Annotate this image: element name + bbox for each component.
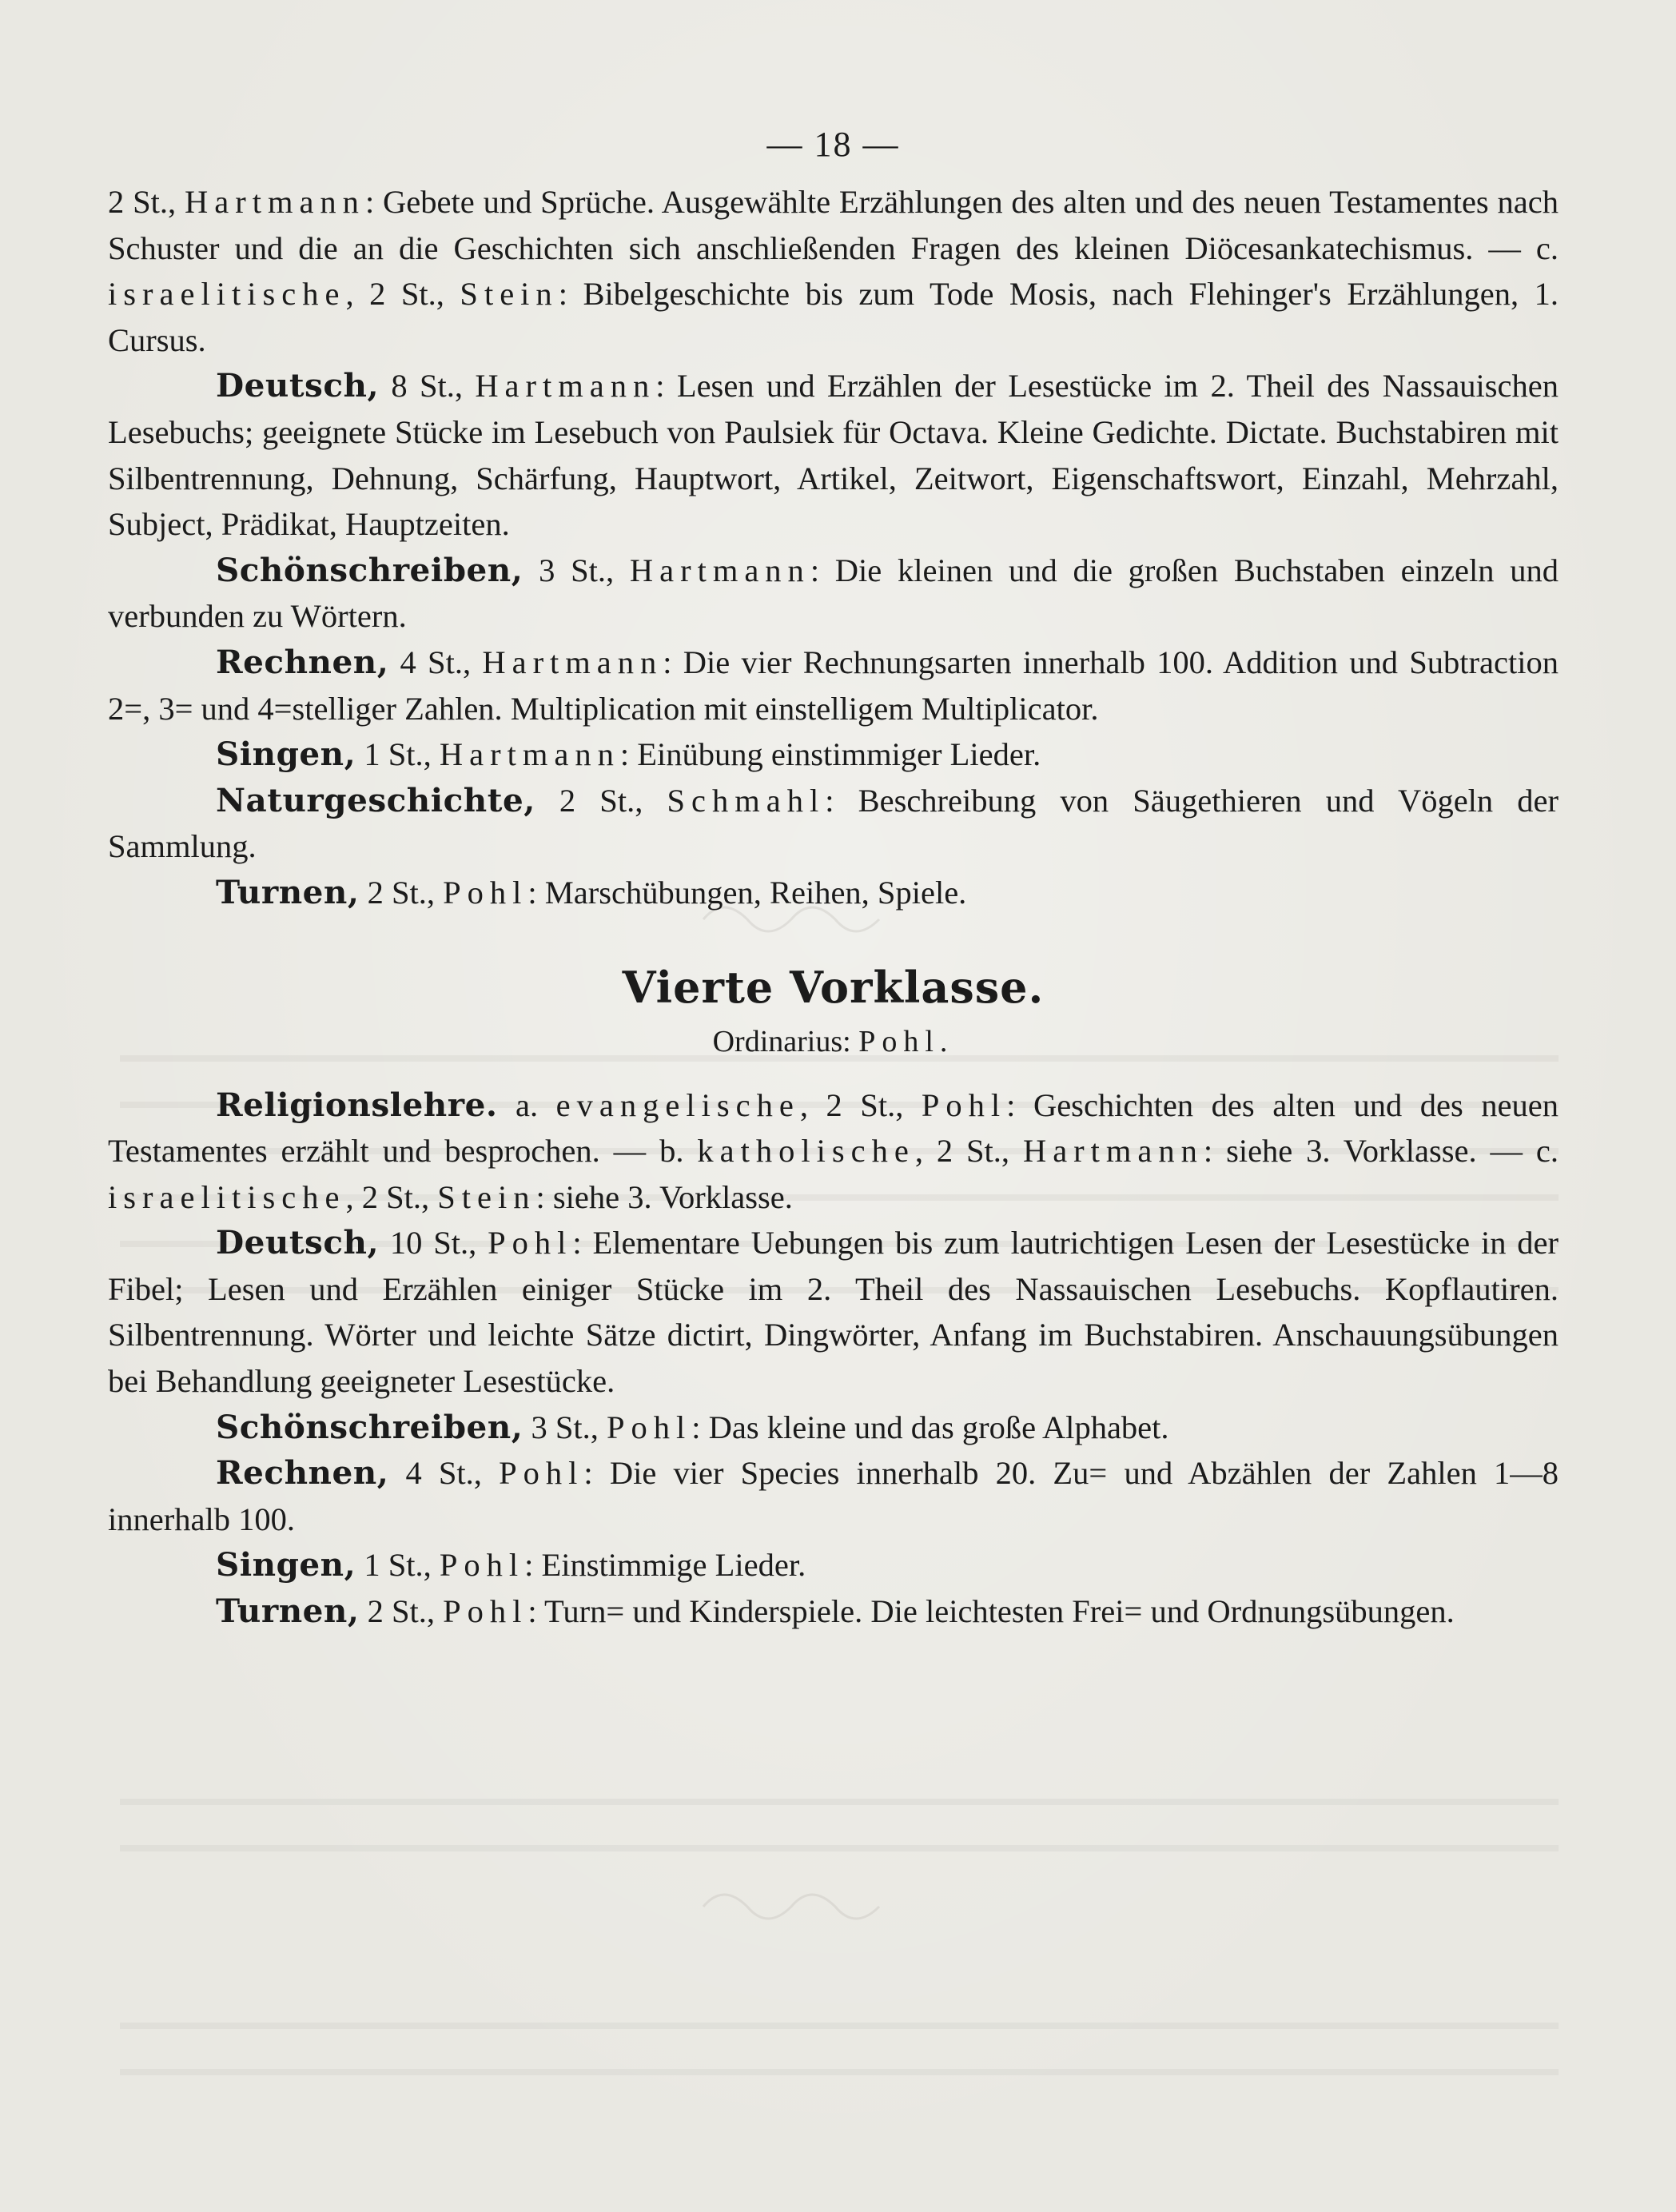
teacher-name: Hartmann <box>482 644 663 680</box>
confession-label: katholische <box>697 1133 915 1170</box>
subject-heading: Rechnen, <box>216 1453 389 1493</box>
subject-heading: Singen, <box>216 1545 356 1584</box>
subject-hours: 2 St., <box>359 874 444 911</box>
teacher-name: Pohl <box>488 1225 573 1261</box>
deutsch-paragraph <box>108 1220 1559 1404</box>
teacher-name: Hartmann <box>629 552 810 588</box>
turnen-paragraph <box>108 870 1559 916</box>
paragraph-text: : Bibelgeschichte bis zum Tode Mosis, nach Flehinger's Erzählungen, 1. Cursus. <box>108 276 1559 358</box>
subject-heading: Singen, <box>216 735 356 774</box>
teacher-name: Stein <box>437 1178 536 1215</box>
paragraph-text: : Einstimmige Lieder. <box>524 1547 806 1584</box>
paragraph-text: : Geschichten des alten und des neuen Testamentes erzählt und besprochen. — b. <box>108 1086 1559 1170</box>
schoenschreiben-paragraph <box>108 1405 1559 1451</box>
paragraph-text: : Die vier Species innerhalb 20. Zu= und Abzählen der Zahlen 1—8 innerhalb 100. <box>108 1455 1559 1537</box>
paragraph-text: : Die vier Rechnungsarten innerhalb 100. Addition und Subtraction 2=, 3= und 4=stelliger Zahlen. Multiplication mit einstelligem Multiplicator. <box>108 644 1559 727</box>
page-content <box>108 120 1559 1635</box>
teacher-name: Schmahl <box>667 782 826 819</box>
paragraph-text: : Einübung einstimmiger Lieder. <box>619 736 1041 773</box>
deutsch-paragraph <box>108 363 1559 547</box>
teacher-name: Hartmann <box>439 736 620 773</box>
rechnen-paragraph <box>108 1450 1559 1542</box>
teacher-name: Pohl <box>921 1086 1007 1123</box>
ordinarius-line <box>108 1017 1559 1066</box>
teacher-name: Pohl <box>607 1409 692 1445</box>
subject-heading: Turnen, <box>216 872 360 911</box>
ordinarius-label: Ordinarius: <box>712 1024 859 1058</box>
teacher-name: Pohl <box>499 1455 584 1492</box>
paragraph-text: : Gebete und Sprüche. Ausgewählte Erzählungen des alten und des neuen Testamentes nach Schuster und die an die Geschichten sich anschließenden Fragen des kleinen Diöcesankatechismus. — c. <box>108 184 1559 266</box>
religion-hours: 2 St., <box>108 184 185 220</box>
turnen-paragraph <box>108 1588 1559 1635</box>
subject-hours: 3 St., <box>523 552 630 588</box>
page-number: — 18 — <box>766 125 900 164</box>
singen-paragraph <box>108 1542 1559 1588</box>
paragraph-text: , 2 St., <box>914 1133 1023 1170</box>
subject-hours: 2 St., <box>359 1593 444 1630</box>
paragraph-text: : Turn= und Kinderspiele. Die leichtesten Frei= und Ordnungsübungen. <box>527 1593 1455 1630</box>
subject-hours: 1 St., <box>356 1547 440 1584</box>
teacher-name: Pohl <box>439 1547 525 1584</box>
subject-heading: Naturgeschichte, <box>216 780 535 819</box>
religion-continued-paragraph <box>108 179 1559 363</box>
paragraph-text: : siehe 3. Vorklasse. <box>535 1178 793 1215</box>
subject-heading: Deutsch, <box>216 366 380 405</box>
paragraph-text: : Das kleine und das große Alphabet. <box>691 1409 1169 1445</box>
section-title: Vierte Vorklasse. <box>622 961 1045 1013</box>
confession-label: israelitische <box>108 1178 346 1215</box>
subject-hours: 3 St., <box>523 1409 607 1445</box>
teacher-name: Hartmann <box>1022 1133 1204 1170</box>
singen-paragraph <box>108 731 1559 778</box>
teacher-name: Pohl <box>443 1593 528 1630</box>
paragraph-text: : Beschreibung von Säugethieren und Vögeln der Sammlung. <box>108 782 1559 865</box>
subject-hours: 4 St., <box>388 1455 500 1492</box>
subject-heading: Turnen, <box>216 1592 360 1631</box>
paragraph-text: : Lesen und Erzählen der Lesestücke im 2. Theil des Nassauischen Lesebuchs; geeignete Stücke im Lesebuch von Paulsiek für Octava. Kleine Gedichte. Dictate. Buchstabiren mit Silbentrennung, Dehnung, Schärfung, Hauptwort, Artikel, Zeitwort, Eigenschaftswort, Einzahl, Mehrzahl, Subject, Prädikat, Hauptzeiten. <box>108 368 1559 543</box>
teacher-name: Hartmann <box>184 184 365 220</box>
subject-hours: 4 St., <box>388 644 483 680</box>
paragraph-text: : Die kleinen und die großen Buchstaben einzeln und verbunden zu Wörtern. <box>108 552 1559 635</box>
paragraph-text: a. <box>497 1086 556 1123</box>
subject-hours: 1 St., <box>356 736 440 773</box>
paragraph-text: : Marschübungen, Reihen, Spiele. <box>527 874 967 911</box>
subject-heading: Schönschreiben, <box>216 1407 524 1446</box>
teacher-name: Hartmann <box>475 368 656 405</box>
paragraph-text: : siehe 3. Vorklasse. — c. <box>1203 1133 1559 1170</box>
naturgeschichte-paragraph <box>108 778 1559 870</box>
paragraph-text: , 2 St., <box>799 1086 922 1123</box>
subject-hours: 10 St., <box>379 1225 488 1261</box>
teacher-name: Pohl <box>443 874 528 911</box>
teacher-name: Stein <box>460 276 559 313</box>
ordinarius-name: Pohl. <box>858 1024 954 1058</box>
confession-label: evangelische <box>555 1086 800 1123</box>
subject-heading: Deutsch, <box>216 1223 380 1262</box>
paragraph-text: , 2 St., <box>345 276 460 313</box>
paragraph-text: : Elementare Uebungen bis zum lautrichtigen Lesen der Lesestücke in der Fibel; Lesen und Erzählen einiger Stücke im 2. Theil des Nassauischen Lesebuchs. Kopflautiren. Silbentrennung. Wörter und leichte Sätze dictirt, Dingwörter, Anfang im Buchstabiren. Anschauungsübungen bei Behandlung geeigneter Lesestücke. <box>108 1225 1559 1400</box>
paragraph-text: , 2 St., <box>345 1178 438 1215</box>
rechnen-paragraph <box>108 640 1559 731</box>
subject-heading: Rechnen, <box>216 642 389 681</box>
schoenschreiben-paragraph <box>108 548 1559 640</box>
religion-paragraph <box>108 1082 1559 1221</box>
subject-heading: Religionslehre. <box>216 1085 498 1124</box>
subject-hours: 2 St., <box>535 782 667 819</box>
subject-heading: Schönschreiben, <box>216 550 524 589</box>
confession-label: israelitische <box>108 276 346 313</box>
subject-hours: 8 St., <box>379 368 476 405</box>
